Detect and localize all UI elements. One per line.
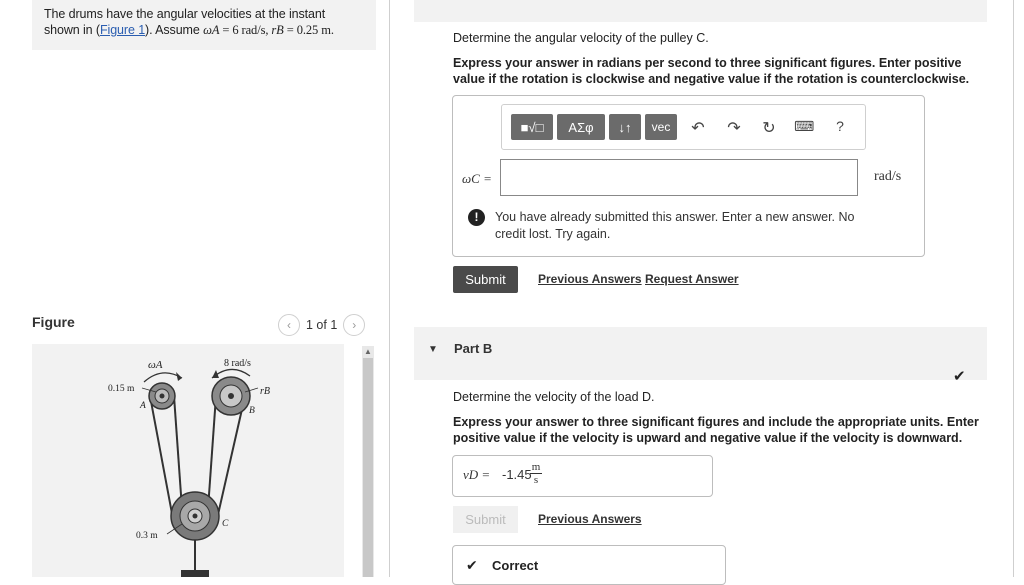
- keyboard-icon[interactable]: ⌨: [794, 118, 815, 134]
- label-r-b: rB: [260, 386, 270, 397]
- right-border: [1013, 0, 1014, 577]
- part-b-header[interactable]: [414, 327, 987, 380]
- part-a-previous-answers-link[interactable]: Previous Answers: [538, 272, 642, 286]
- v-d-label: vD =: [463, 467, 491, 482]
- part-a-header-strip: [414, 0, 987, 22]
- v-d-unit: [530, 462, 542, 485]
- next-figure-button[interactable]: [343, 314, 365, 336]
- label-point-b: B: [249, 406, 255, 416]
- checkmark-icon: ✔: [466, 557, 478, 573]
- unit-denominator: s: [533, 474, 539, 486]
- caret-down-icon[interactable]: ▼: [428, 344, 438, 355]
- help-icon[interactable]: ?: [836, 118, 844, 134]
- part-b-prompt: Determine the velocity of the load D.: [453, 390, 655, 404]
- undo-icon[interactable]: ↶: [691, 120, 705, 137]
- greek-symbols-button[interactable]: ΑΣφ: [557, 114, 605, 140]
- rope-b-left: [208, 396, 216, 509]
- v-d-value: -1.45: [502, 467, 532, 482]
- omega-c-input[interactable]: [500, 159, 858, 196]
- part-a-instructions: Express your answer in radians per second to three significant figures. Enter positive value if the rotation is clockwise and negative value if the rotation is counterclockwise.: [453, 56, 970, 86]
- reset-icon[interactable]: ↻: [762, 120, 776, 137]
- pager-text: 1 of 1: [306, 318, 338, 332]
- left-panel: [0, 0, 388, 577]
- label-dim-c: 0.3 m: [136, 531, 158, 541]
- chevron-right-icon: ›: [352, 318, 357, 332]
- vector-button[interactable]: vec: [645, 114, 677, 140]
- problem-line-2: shown in (Figure 1). Assume ωA = 6 rad/s, rB = 0.25 m.: [44, 23, 334, 37]
- request-answer-link[interactable]: Request Answer: [645, 272, 739, 286]
- correct-label: Correct: [492, 558, 539, 573]
- part-b-submit-button: Submit: [453, 506, 518, 533]
- problem-line-1: The drums have the angular velocities at the instant: [44, 7, 326, 21]
- load-d: [181, 570, 209, 577]
- problem-statement: [32, 0, 376, 50]
- omega-a-arrow: [144, 373, 182, 382]
- label-point-a: A: [140, 401, 146, 411]
- redo-icon[interactable]: ↷: [727, 120, 741, 137]
- r-b-symbol: rB: [271, 23, 284, 37]
- prev-figure-button[interactable]: [278, 314, 300, 336]
- pulley-diagram: [32, 344, 344, 577]
- figure-link[interactable]: Figure 1: [99, 23, 146, 37]
- omega-c-label: ωC =: [462, 171, 492, 186]
- part-a-prompt: Determine the angular velocity of the pulley C.: [453, 31, 709, 45]
- unit-label: rad/s: [874, 169, 902, 184]
- subscript-button[interactable]: ↓↑: [609, 114, 641, 140]
- templates-button[interactable]: ■√□: [511, 114, 553, 140]
- unit-numerator: m: [531, 461, 541, 473]
- panel-divider: [389, 0, 390, 577]
- figure-pager: [278, 314, 365, 336]
- part-a-submit-button[interactable]: Submit: [453, 266, 518, 293]
- label-point-c: C: [222, 519, 229, 529]
- label-rate-b: 8 rad/s: [224, 358, 251, 369]
- part-b-title: Part B: [454, 341, 493, 356]
- warning-message: You have already submitted this answer. Enter a new answer. No credit lost. Try again.: [495, 210, 855, 241]
- rope-a-right: [174, 396, 182, 509]
- chevron-left-icon: ‹: [287, 318, 291, 332]
- part-b-answer-box: [452, 455, 713, 497]
- part-b-instructions: Express your answer to three significant figures and include the appropriate units. Enter positive value if the velocity is upward and negative value if the velocity is downward.: [453, 415, 979, 445]
- part-b-previous-answers-link[interactable]: Previous Answers: [538, 512, 642, 526]
- label-dim-a: 0.15 m: [108, 384, 135, 394]
- label-omega-a: ωA: [148, 359, 163, 371]
- scroll-up-arrow-icon[interactable]: ▲: [364, 347, 372, 356]
- checkmark-icon: ✔: [953, 368, 966, 385]
- figure-heading: Figure: [32, 314, 75, 330]
- rope-a-left: [150, 396, 173, 519]
- omega-a-symbol: ωA: [203, 23, 220, 37]
- warning-icon: !: [468, 209, 485, 226]
- math-toolbar: [501, 104, 866, 150]
- figure-scroll-thumb[interactable]: [363, 358, 373, 577]
- figure-image: [32, 344, 344, 577]
